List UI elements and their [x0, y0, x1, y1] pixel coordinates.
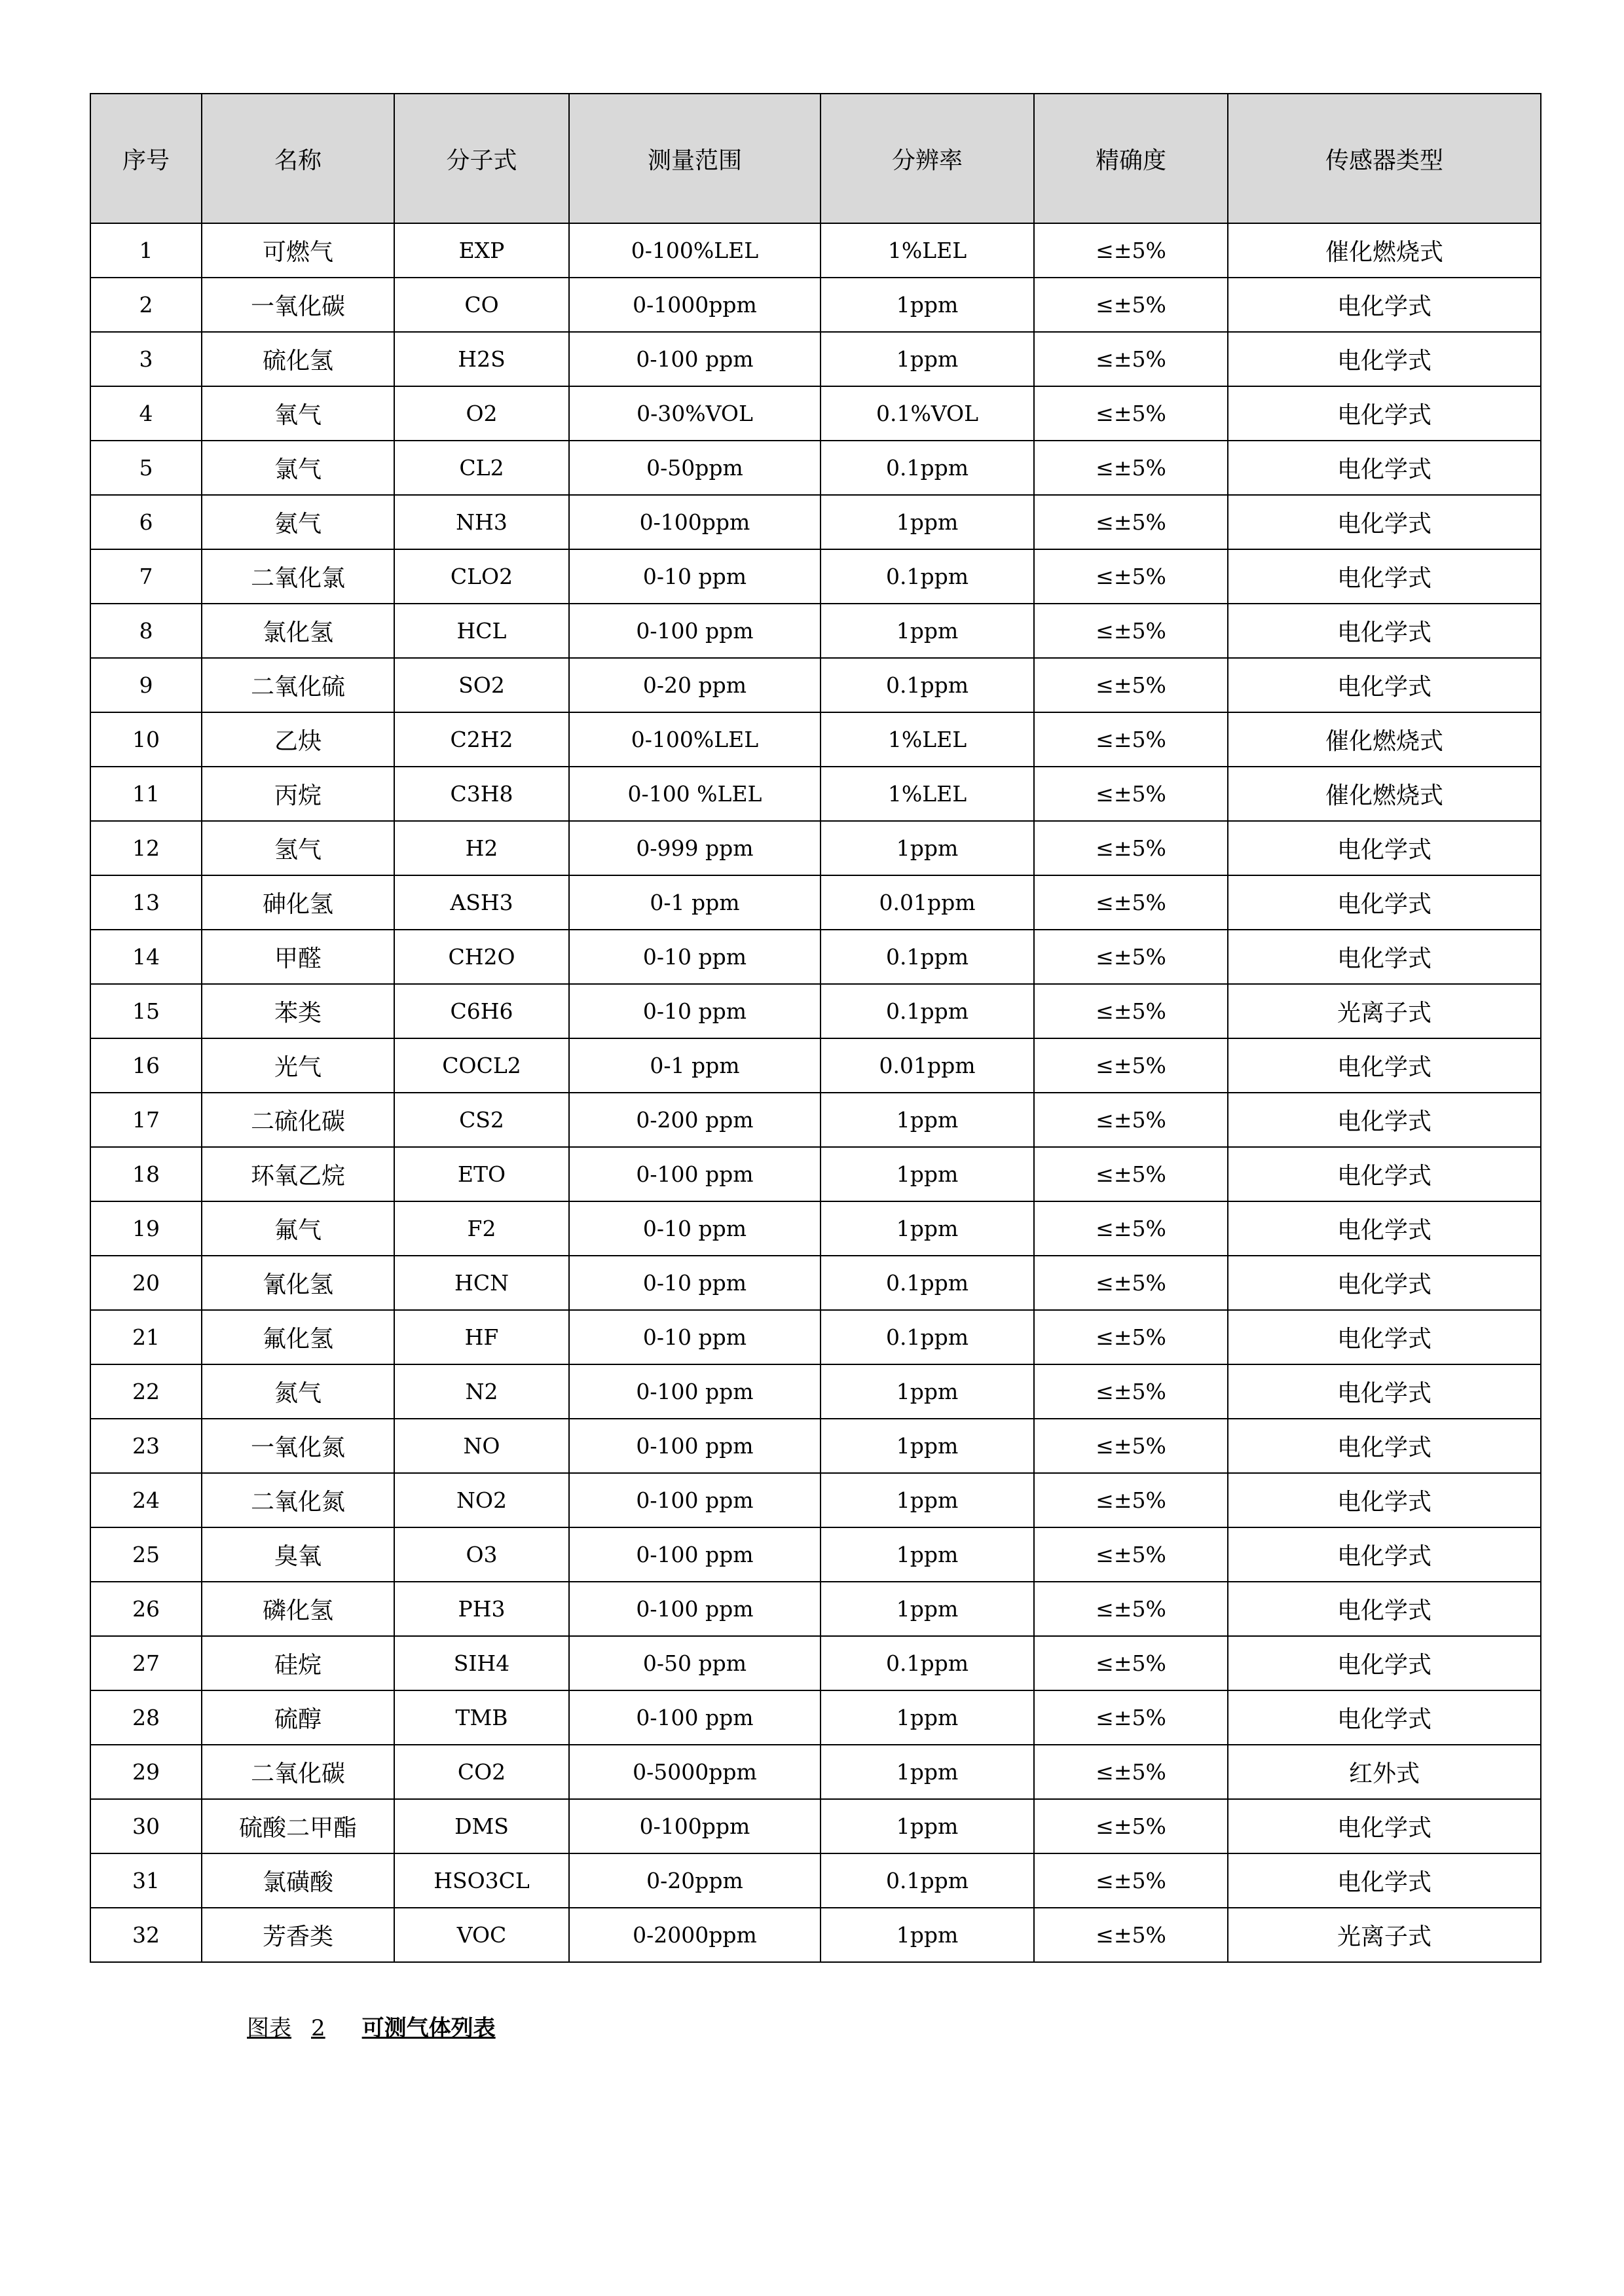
cell-index: 13: [90, 875, 202, 930]
cell-name: 氮气: [202, 1364, 394, 1419]
cell-resolution: 1ppm: [821, 1582, 1034, 1636]
cell-name: 二氧化氮: [202, 1473, 394, 1527]
header-cell-name: 名称: [202, 94, 394, 223]
cell-range: 0-100 ppm: [569, 1364, 821, 1419]
table-row: [90, 278, 1541, 332]
cell-formula: CS2: [394, 1093, 569, 1147]
cell-resolution: 1%LEL: [821, 767, 1034, 821]
cell-index: 2: [90, 278, 202, 332]
cell-formula: HCL: [394, 604, 569, 658]
cell-accuracy: ≤±5%: [1034, 1038, 1228, 1093]
table-row: [90, 1201, 1541, 1256]
table-row: [90, 1419, 1541, 1473]
cell-range: 0-10 ppm: [569, 1310, 821, 1364]
cell-range: 0-100 ppm: [569, 1419, 821, 1473]
cell-index: 11: [90, 767, 202, 821]
cell-formula: CLO2: [394, 549, 569, 604]
cell-resolution: 1%LEL: [821, 712, 1034, 767]
cell-index: 10: [90, 712, 202, 767]
cell-formula: C2H2: [394, 712, 569, 767]
cell-name: 氯化氢: [202, 604, 394, 658]
cell-range: 0-100 ppm: [569, 1582, 821, 1636]
table-row: [90, 1364, 1541, 1419]
cell-accuracy: ≤±5%: [1034, 604, 1228, 658]
cell-formula: NH3: [394, 495, 569, 549]
cell-accuracy: ≤±5%: [1034, 821, 1228, 875]
cell-range: 0-100 ppm: [569, 1147, 821, 1201]
cell-index: 26: [90, 1582, 202, 1636]
cell-name: 一氧化氮: [202, 1419, 394, 1473]
cell-formula: DMS: [394, 1799, 569, 1853]
cell-formula: VOC: [394, 1908, 569, 1962]
table-row: [90, 767, 1541, 821]
cell-resolution: 1ppm: [821, 1690, 1034, 1745]
cell-accuracy: ≤±5%: [1034, 332, 1228, 386]
cell-range: 0-100%LEL: [569, 712, 821, 767]
cell-sensor-type: 电化学式: [1228, 1038, 1541, 1093]
cell-resolution: 1ppm: [821, 495, 1034, 549]
cell-name: 可燃气: [202, 223, 394, 278]
cell-accuracy: ≤±5%: [1034, 549, 1228, 604]
cell-sensor-type: 电化学式: [1228, 821, 1541, 875]
cell-index: 5: [90, 441, 202, 495]
cell-name: 氰化氢: [202, 1256, 394, 1310]
cell-index: 3: [90, 332, 202, 386]
header-cell-range: 测量范围: [569, 94, 821, 223]
cell-accuracy: ≤±5%: [1034, 984, 1228, 1038]
cell-sensor-type: 电化学式: [1228, 1256, 1541, 1310]
caption-prefix: 图表: [247, 2015, 291, 2041]
cell-name: 氢气: [202, 821, 394, 875]
cell-resolution: 1ppm: [821, 1201, 1034, 1256]
cell-range: 0-100ppm: [569, 495, 821, 549]
cell-name: 芳香类: [202, 1908, 394, 1962]
cell-index: 29: [90, 1745, 202, 1799]
cell-accuracy: ≤±5%: [1034, 1527, 1228, 1582]
cell-sensor-type: 红外式: [1228, 1745, 1541, 1799]
cell-range: 0-2000ppm: [569, 1908, 821, 1962]
cell-resolution: 0.1ppm: [821, 984, 1034, 1038]
gas-list-table: [90, 93, 1541, 1963]
cell-sensor-type: 电化学式: [1228, 1093, 1541, 1147]
cell-accuracy: ≤±5%: [1034, 1147, 1228, 1201]
cell-formula: ASH3: [394, 875, 569, 930]
cell-accuracy: ≤±5%: [1034, 1093, 1228, 1147]
cell-index: 19: [90, 1201, 202, 1256]
cell-range: 0-50 ppm: [569, 1636, 821, 1690]
cell-index: 32: [90, 1908, 202, 1962]
cell-resolution: 0.01ppm: [821, 875, 1034, 930]
cell-resolution: 1ppm: [821, 821, 1034, 875]
cell-range: 0-30%VOL: [569, 386, 821, 441]
cell-formula: PH3: [394, 1582, 569, 1636]
cell-accuracy: ≤±5%: [1034, 658, 1228, 712]
cell-range: 0-50ppm: [569, 441, 821, 495]
cell-accuracy: ≤±5%: [1034, 875, 1228, 930]
cell-sensor-type: 电化学式: [1228, 1636, 1541, 1690]
cell-accuracy: ≤±5%: [1034, 1310, 1228, 1364]
cell-accuracy: ≤±5%: [1034, 1853, 1228, 1908]
cell-sensor-type: 电化学式: [1228, 332, 1541, 386]
cell-index: 15: [90, 984, 202, 1038]
cell-name: 氯气: [202, 441, 394, 495]
cell-name: 磷化氢: [202, 1582, 394, 1636]
cell-index: 22: [90, 1364, 202, 1419]
cell-range: 0-100 ppm: [569, 332, 821, 386]
cell-sensor-type: 电化学式: [1228, 278, 1541, 332]
cell-accuracy: ≤±5%: [1034, 1419, 1228, 1473]
table-row: [90, 604, 1541, 658]
cell-range: 0-1 ppm: [569, 875, 821, 930]
table-row: [90, 1908, 1541, 1962]
cell-index: 14: [90, 930, 202, 984]
cell-name: 氟气: [202, 1201, 394, 1256]
cell-name: 苯类: [202, 984, 394, 1038]
cell-sensor-type: 电化学式: [1228, 604, 1541, 658]
cell-sensor-type: 光离子式: [1228, 1908, 1541, 1962]
cell-name: 氟化氢: [202, 1310, 394, 1364]
cell-accuracy: ≤±5%: [1034, 1908, 1228, 1962]
header-cell-resolution: 分辨率: [821, 94, 1034, 223]
cell-name: 环氧乙烷: [202, 1147, 394, 1201]
cell-name: 硫酸二甲酯: [202, 1799, 394, 1853]
cell-sensor-type: 电化学式: [1228, 875, 1541, 930]
table-row: [90, 495, 1541, 549]
cell-accuracy: ≤±5%: [1034, 1745, 1228, 1799]
table-row: [90, 332, 1541, 386]
cell-range: 0-100%LEL: [569, 223, 821, 278]
cell-resolution: 1ppm: [821, 1745, 1034, 1799]
cell-name: 砷化氢: [202, 875, 394, 930]
cell-index: 21: [90, 1310, 202, 1364]
cell-accuracy: ≤±5%: [1034, 712, 1228, 767]
cell-index: 18: [90, 1147, 202, 1201]
cell-name: 一氧化碳: [202, 278, 394, 332]
table-row: [90, 1799, 1541, 1853]
header-cell-sensor-type: 传感器类型: [1228, 94, 1541, 223]
table-row: [90, 1147, 1541, 1201]
cell-range: 0-100 %LEL: [569, 767, 821, 821]
cell-name: 二氧化碳: [202, 1745, 394, 1799]
cell-accuracy: ≤±5%: [1034, 1473, 1228, 1527]
cell-range: 0-1 ppm: [569, 1038, 821, 1093]
cell-sensor-type: 电化学式: [1228, 495, 1541, 549]
table-row: [90, 386, 1541, 441]
cell-formula: NO2: [394, 1473, 569, 1527]
cell-resolution: 1ppm: [821, 1908, 1034, 1962]
cell-resolution: 1%LEL: [821, 223, 1034, 278]
cell-sensor-type: 电化学式: [1228, 386, 1541, 441]
cell-sensor-type: 电化学式: [1228, 549, 1541, 604]
cell-index: 28: [90, 1690, 202, 1745]
cell-name: 硫化氢: [202, 332, 394, 386]
cell-formula: O2: [394, 386, 569, 441]
cell-resolution: 1ppm: [821, 1799, 1034, 1853]
cell-resolution: 0.1%VOL: [821, 386, 1034, 441]
cell-sensor-type: 电化学式: [1228, 1147, 1541, 1201]
cell-sensor-type: 催化燃烧式: [1228, 223, 1541, 278]
cell-resolution: 1ppm: [821, 1147, 1034, 1201]
header-cell-accuracy: 精确度: [1034, 94, 1228, 223]
cell-range: 0-5000ppm: [569, 1745, 821, 1799]
cell-index: 17: [90, 1093, 202, 1147]
cell-name: 光气: [202, 1038, 394, 1093]
cell-accuracy: ≤±5%: [1034, 441, 1228, 495]
cell-accuracy: ≤±5%: [1034, 1690, 1228, 1745]
cell-formula: H2S: [394, 332, 569, 386]
cell-resolution: 0.1ppm: [821, 1256, 1034, 1310]
cell-formula: HF: [394, 1310, 569, 1364]
cell-resolution: 1ppm: [821, 332, 1034, 386]
cell-index: 24: [90, 1473, 202, 1527]
cell-range: 0-999 ppm: [569, 821, 821, 875]
cell-resolution: 1ppm: [821, 1419, 1034, 1473]
cell-range: 0-10 ppm: [569, 1256, 821, 1310]
cell-sensor-type: 电化学式: [1228, 1582, 1541, 1636]
cell-resolution: 1ppm: [821, 278, 1034, 332]
header-cell-formula: 分子式: [394, 94, 569, 223]
cell-index: 25: [90, 1527, 202, 1582]
cell-index: 20: [90, 1256, 202, 1310]
cell-formula: O3: [394, 1527, 569, 1582]
cell-formula: C6H6: [394, 984, 569, 1038]
table-row: [90, 821, 1541, 875]
cell-accuracy: ≤±5%: [1034, 1201, 1228, 1256]
cell-sensor-type: 电化学式: [1228, 930, 1541, 984]
table-row: [90, 1690, 1541, 1745]
cell-sensor-type: 催化燃烧式: [1228, 712, 1541, 767]
cell-index: 31: [90, 1853, 202, 1908]
cell-accuracy: ≤±5%: [1034, 495, 1228, 549]
cell-accuracy: ≤±5%: [1034, 1364, 1228, 1419]
cell-formula: HSO3CL: [394, 1853, 569, 1908]
cell-sensor-type: 电化学式: [1228, 1799, 1541, 1853]
cell-range: 0-20 ppm: [569, 658, 821, 712]
cell-resolution: 0.01ppm: [821, 1038, 1034, 1093]
cell-index: 7: [90, 549, 202, 604]
cell-formula: H2: [394, 821, 569, 875]
cell-resolution: 1ppm: [821, 1093, 1034, 1147]
table-row: [90, 1256, 1541, 1310]
cell-formula: CL2: [394, 441, 569, 495]
cell-range: 0-10 ppm: [569, 930, 821, 984]
table-row: [90, 1473, 1541, 1527]
table-row: [90, 1582, 1541, 1636]
cell-range: 0-10 ppm: [569, 549, 821, 604]
table-body: [90, 223, 1541, 1962]
table-header-row: [90, 94, 1541, 223]
cell-formula: NO: [394, 1419, 569, 1473]
cell-name: 二氧化氯: [202, 549, 394, 604]
cell-resolution: 0.1ppm: [821, 1853, 1034, 1908]
cell-resolution: 1ppm: [821, 1527, 1034, 1582]
cell-index: 23: [90, 1419, 202, 1473]
cell-formula: HCN: [394, 1256, 569, 1310]
cell-sensor-type: 催化燃烧式: [1228, 767, 1541, 821]
cell-resolution: 0.1ppm: [821, 1636, 1034, 1690]
table-row: [90, 712, 1541, 767]
cell-name: 丙烷: [202, 767, 394, 821]
cell-name: 二氧化硫: [202, 658, 394, 712]
table-row: [90, 441, 1541, 495]
table-row: [90, 1636, 1541, 1690]
table-row: [90, 875, 1541, 930]
cell-name: 乙炔: [202, 712, 394, 767]
cell-range: 0-20ppm: [569, 1853, 821, 1908]
cell-index: 12: [90, 821, 202, 875]
cell-accuracy: ≤±5%: [1034, 1256, 1228, 1310]
cell-index: 30: [90, 1799, 202, 1853]
header-cell-index: 序号: [90, 94, 202, 223]
cell-index: 16: [90, 1038, 202, 1093]
cell-accuracy: ≤±5%: [1034, 930, 1228, 984]
cell-sensor-type: 电化学式: [1228, 441, 1541, 495]
cell-range: 0-10 ppm: [569, 1201, 821, 1256]
cell-resolution: 1ppm: [821, 1364, 1034, 1419]
cell-sensor-type: 电化学式: [1228, 1473, 1541, 1527]
cell-name: 臭氧: [202, 1527, 394, 1582]
cell-sensor-type: 电化学式: [1228, 1690, 1541, 1745]
table-row: [90, 930, 1541, 984]
cell-sensor-type: 光离子式: [1228, 984, 1541, 1038]
table-row: [90, 984, 1541, 1038]
cell-index: 9: [90, 658, 202, 712]
cell-resolution: 1ppm: [821, 604, 1034, 658]
cell-sensor-type: 电化学式: [1228, 1853, 1541, 1908]
cell-range: 0-100 ppm: [569, 1690, 821, 1745]
table-row: [90, 658, 1541, 712]
cell-formula: N2: [394, 1364, 569, 1419]
cell-accuracy: ≤±5%: [1034, 1636, 1228, 1690]
cell-formula: EXP: [394, 223, 569, 278]
table-row: [90, 1310, 1541, 1364]
cell-range: 0-100 ppm: [569, 1473, 821, 1527]
cell-accuracy: ≤±5%: [1034, 278, 1228, 332]
cell-index: 8: [90, 604, 202, 658]
cell-formula: COCL2: [394, 1038, 569, 1093]
cell-formula: CO2: [394, 1745, 569, 1799]
cell-resolution: 0.1ppm: [821, 441, 1034, 495]
cell-resolution: 0.1ppm: [821, 1310, 1034, 1364]
cell-range: 0-1000ppm: [569, 278, 821, 332]
cell-sensor-type: 电化学式: [1228, 658, 1541, 712]
cell-sensor-type: 电化学式: [1228, 1527, 1541, 1582]
table-row: [90, 1038, 1541, 1093]
cell-name: 氨气: [202, 495, 394, 549]
cell-resolution: 0.1ppm: [821, 658, 1034, 712]
cell-name: 二硫化碳: [202, 1093, 394, 1147]
cell-resolution: 1ppm: [821, 1473, 1034, 1527]
cell-range: 0-100ppm: [569, 1799, 821, 1853]
cell-formula: TMB: [394, 1690, 569, 1745]
cell-range: 0-10 ppm: [569, 984, 821, 1038]
cell-accuracy: ≤±5%: [1034, 767, 1228, 821]
cell-formula: F2: [394, 1201, 569, 1256]
cell-index: 27: [90, 1636, 202, 1690]
cell-index: 4: [90, 386, 202, 441]
cell-index: 1: [90, 223, 202, 278]
cell-formula: C3H8: [394, 767, 569, 821]
cell-name: 氧气: [202, 386, 394, 441]
caption-title: 可测气体列表: [361, 2015, 496, 2041]
cell-name: 甲醛: [202, 930, 394, 984]
cell-sensor-type: 电化学式: [1228, 1364, 1541, 1419]
cell-accuracy: ≤±5%: [1034, 386, 1228, 441]
cell-accuracy: ≤±5%: [1034, 1582, 1228, 1636]
cell-name: 硅烷: [202, 1636, 394, 1690]
cell-name: 氯磺酸: [202, 1853, 394, 1908]
cell-sensor-type: 电化学式: [1228, 1419, 1541, 1473]
cell-formula: SO2: [394, 658, 569, 712]
cell-range: 0-100 ppm: [569, 604, 821, 658]
table-row: [90, 1745, 1541, 1799]
cell-formula: ETO: [394, 1147, 569, 1201]
table-row: [90, 1853, 1541, 1908]
cell-formula: SIH4: [394, 1636, 569, 1690]
cell-sensor-type: 电化学式: [1228, 1310, 1541, 1364]
cell-sensor-type: 电化学式: [1228, 1201, 1541, 1256]
cell-formula: CH2O: [394, 930, 569, 984]
cell-name: 硫醇: [202, 1690, 394, 1745]
table-row: [90, 1527, 1541, 1582]
cell-range: 0-200 ppm: [569, 1093, 821, 1147]
cell-index: 6: [90, 495, 202, 549]
cell-accuracy: ≤±5%: [1034, 1799, 1228, 1853]
caption-number: 2: [311, 2015, 325, 2041]
cell-formula: CO: [394, 278, 569, 332]
table-caption: [247, 2010, 496, 2042]
table-row: [90, 223, 1541, 278]
cell-range: 0-100 ppm: [569, 1527, 821, 1582]
cell-resolution: 0.1ppm: [821, 549, 1034, 604]
table-row: [90, 1093, 1541, 1147]
cell-resolution: 0.1ppm: [821, 930, 1034, 984]
cell-accuracy: ≤±5%: [1034, 223, 1228, 278]
table-row: [90, 549, 1541, 604]
